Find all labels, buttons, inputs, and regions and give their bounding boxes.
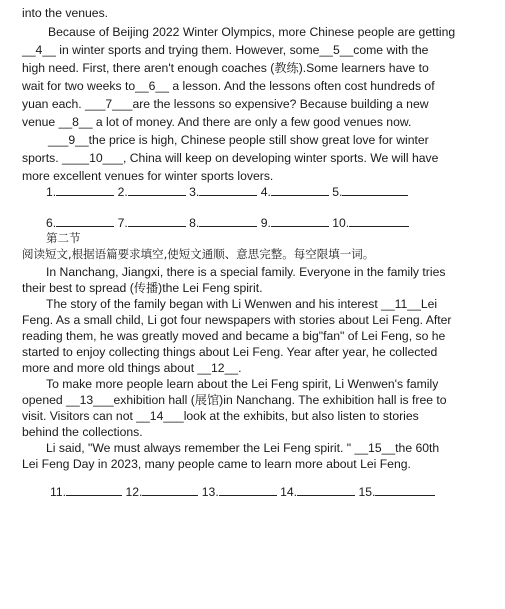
passage2-line-11: behind the collections. [22,425,143,439]
answer-row-1 [46,184,408,199]
answer-label: 7. [117,216,128,230]
passage1-line-8: ___9__the price is high, Chinese people still show great love for winter [48,133,429,147]
answer-blank[interactable] [128,184,186,196]
passage2-line-10: visit. Visitors can not __14___look at the exhibits, but also listen to stories [22,409,419,423]
answer-blank[interactable] [199,215,257,227]
answer-label: 13. [201,485,219,499]
passage1-line-1: into the venues. [22,6,109,20]
answer-blank[interactable] [66,484,122,496]
passage1-line-4: high need. First, there aren't enough coaches (教练).Some learners have to [22,61,429,75]
answer-label: 15. [358,485,376,499]
answer-label: 3. [189,185,200,199]
passage2-line-12: Li said, "We must always remember the Lei Feng spirit. " __15__the 60th [46,441,440,455]
passage1-line-9: sports. ____10___, China will keep on developing winter sports. We will have [22,151,439,165]
passage1-line-5: wait for two weeks to__6__ a lesson. And the lessons often cost hundreds of [22,79,435,93]
answer-blank[interactable] [375,484,435,496]
passage1-line-10: more excellent venues for winter sports lovers. [22,169,274,183]
answer-label: 11. [50,485,67,499]
answer-label: 10. [332,216,350,230]
answer-blank[interactable] [128,215,186,227]
passage2-line-13: Lei Feng Day in 2023, many people came to learn more about Lei Feng. [22,457,411,471]
answer-row-3 [50,484,435,499]
answer-blank[interactable] [271,184,329,196]
section-title: 第二节 [46,231,81,245]
answer-label: 1. [46,185,57,199]
passage2-line-3: The story of the family began with Li Wenwen and his interest __11__Lei [46,297,438,311]
passage2-line-8: To make more people learn about the Lei Feng spirit, Li Wenwen's family [46,377,439,391]
answer-blank[interactable] [56,215,114,227]
answer-label: 8. [189,216,200,230]
answer-blank[interactable] [349,215,409,227]
answer-blank[interactable] [219,484,277,496]
passage2-line-4: Feng. As a small child, Li got four newspapers with stories about Lei Feng. After [22,313,452,327]
passage2-line-1: In Nanchang, Jiangxi, there is a special family. Everyone in the family tries [46,265,446,279]
passage1-line-7: venue __8__ a lot of money. And there are only a few good venues now. [22,115,412,129]
passage1-line-3: __4__ in winter sports and trying them. However, some__5__come with the [22,43,429,57]
passage2-line-7: more and more old things about __12__. [22,361,242,375]
answer-label: 6. [46,216,57,230]
instruction-text: 阅读短文,根据语篇要求填空,使短文通顺、意思完整。每空限填一词。 [22,247,375,261]
passage1-line-6: yuan each. ___7___are the lessons so expensive? Because building a new [22,97,429,111]
passage2-line-2: their best to spread (传播)the Lei Feng spirit. [22,281,263,295]
answer-label: 9. [260,216,271,230]
answer-label: 12. [125,485,143,499]
passage2-line-5: reading them, he was greatly moved and became a big"fan" of Lei Feng, so he [22,329,446,343]
answer-row-2 [46,215,409,230]
passage1-line-2: Because of Beijing 2022 Winter Olympics, more Chinese people are getting [48,25,456,39]
answer-label: 14. [280,485,298,499]
answer-blank[interactable] [297,484,355,496]
answer-blank[interactable] [271,215,329,227]
passage2-line-9: opened __13___exhibition hall (展馆)in Nanchang. The exhibition hall is free to [22,393,447,407]
answer-blank[interactable] [142,484,198,496]
answer-label: 5. [332,185,343,199]
answer-blank[interactable] [199,184,257,196]
answer-label: 2. [117,185,128,199]
answer-blank[interactable] [342,184,408,196]
answer-blank[interactable] [56,184,114,196]
answer-label: 4. [260,185,271,199]
passage2-line-6: started to enjoy collecting things about Lei Feng. Year after year, he collected [22,345,438,359]
